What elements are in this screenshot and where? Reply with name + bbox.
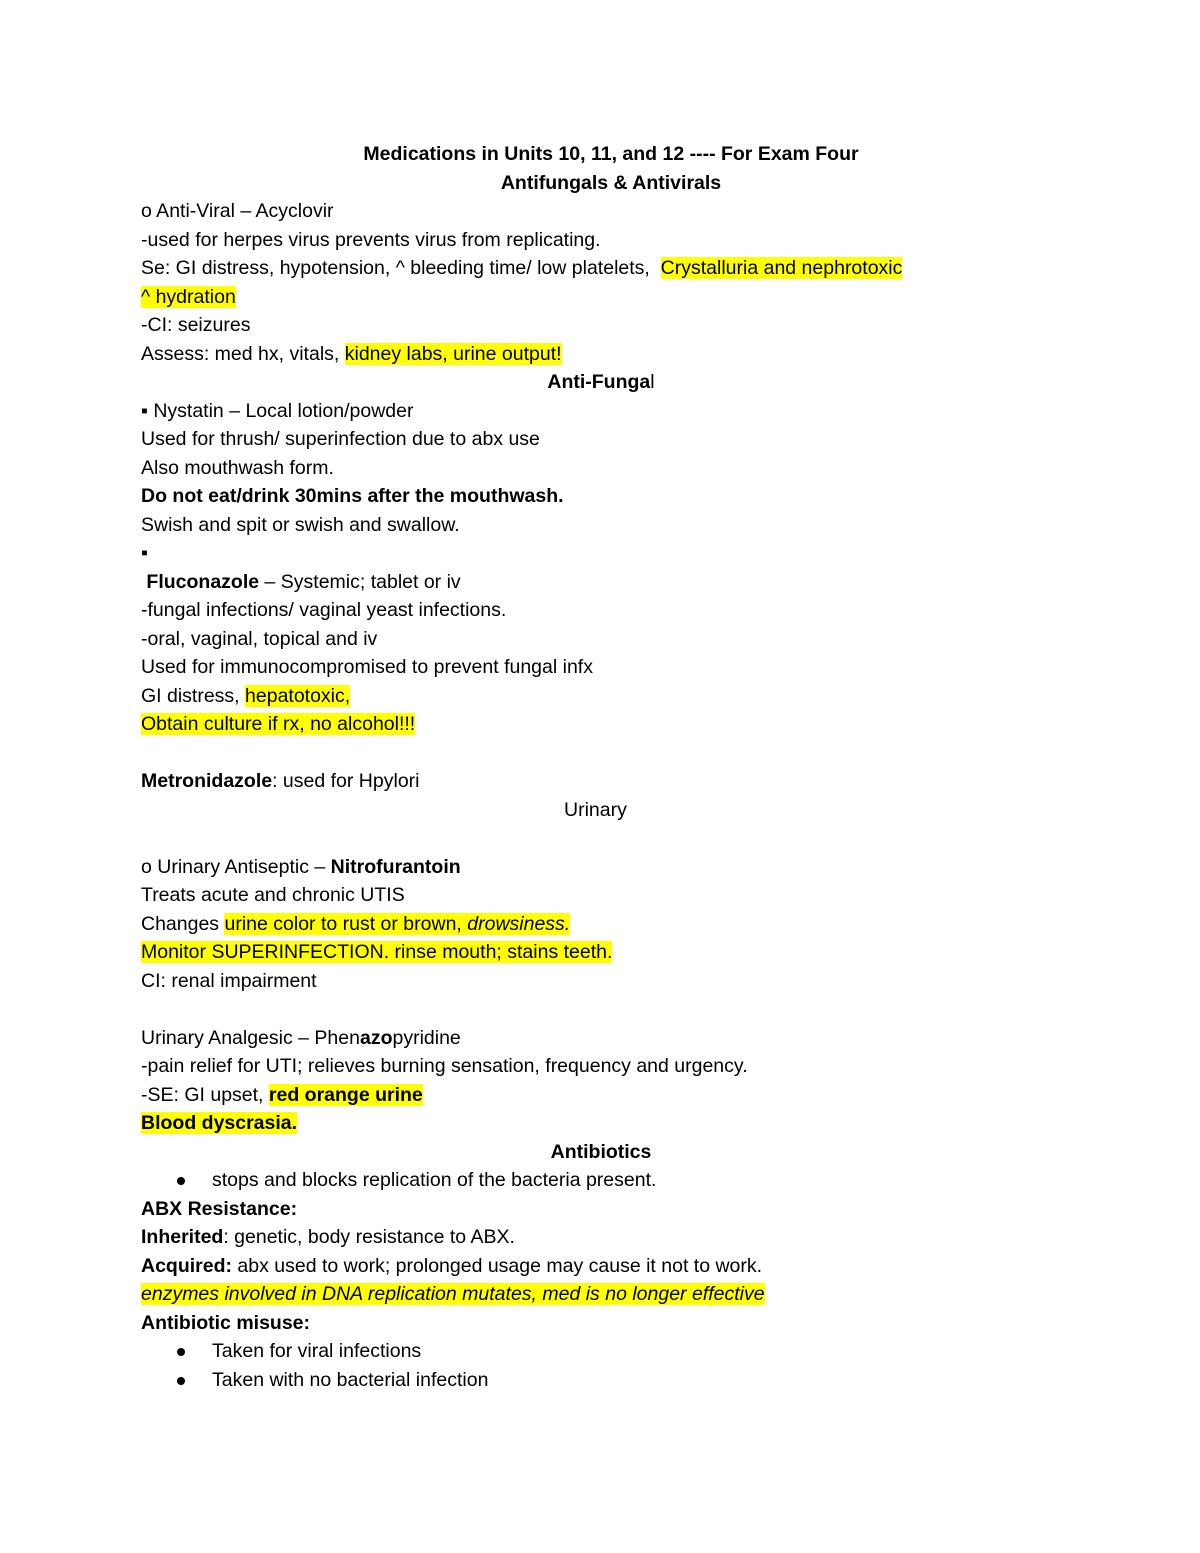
page-subtitle: Antifungals & Antivirals	[500, 171, 722, 194]
antiviral-side-effects: Se: GI distress, hypotension, ^ bleeding time/ low platelets, Crystalluria and nephrotoxic	[141, 257, 903, 279]
highlight: drowsiness.	[467, 912, 571, 935]
fluconazole-culture	[141, 710, 1061, 739]
page-title: Medications in Units 10, 11, and 12 ---- For Exam Four	[363, 143, 859, 165]
document-body	[141, 140, 1061, 1394]
analgesic-heading: Urinary Analgesic – Phenazopyridine	[141, 1026, 461, 1049]
antiseptic-changes: Changes urine color to rust or brown, drowsiness.	[141, 912, 571, 935]
fluconazole-immuno: Used for immunocompromised to prevent fungal infx	[141, 656, 593, 678]
nystatin-use: Used for thrush/ superinfection due to abx use	[141, 428, 540, 450]
nystatin-mouthwash: Also mouthwash form.	[141, 456, 334, 479]
list-item: stops and blocks replication of the bacteria present.	[141, 1166, 1061, 1195]
antiviral-contraindication: -CI: seizures	[141, 314, 251, 336]
antiseptic-monitor	[141, 938, 1061, 967]
inherited-line: Inherited: genetic, body resistance to ABX.	[141, 1226, 515, 1248]
analgesic-dyscrasia	[141, 1109, 1061, 1138]
antiviral-assess: Assess: med hx, vitals, kidney labs, urine output!	[141, 342, 562, 365]
analgesic-side-effects: -SE: GI upset, red orange urine	[141, 1083, 423, 1106]
highlight: Monitor SUPERINFECTION. rinse mouth; stains teeth.	[141, 941, 613, 963]
square-bullet-icon: ▪	[141, 542, 148, 564]
list-item: Taken for viral infections	[141, 1337, 1061, 1366]
highlight: urine color to rust or brown,	[224, 912, 468, 935]
antiseptic-contraindication: CI: renal impairment	[141, 969, 317, 992]
antiseptic-treats: Treats acute and chronic UTIS	[141, 884, 405, 906]
highlight: hepatotoxic,	[245, 684, 351, 707]
bullet-icon	[177, 1377, 185, 1385]
fluconazole-use: -fungal infections/ vaginal yeast infections.	[141, 599, 507, 621]
urinary-heading: Urinary	[564, 798, 627, 821]
highlight: kidney labs, urine output!	[344, 342, 562, 365]
nystatin-heading: ▪ Nystatin – Local lotion/powder	[141, 399, 414, 422]
antiviral-hydration	[141, 283, 1061, 312]
fluconazole-heading: Fluconazole – Systemic; tablet or iv	[146, 570, 461, 593]
highlight: Blood dyscrasia.	[141, 1112, 298, 1134]
highlight: enzymes involved in DNA replication mutates, med is no longer effective	[141, 1283, 765, 1305]
spacer	[141, 739, 1061, 768]
highlight: ^ hydration	[141, 285, 236, 308]
highlight: Obtain culture if rx, no alcohol!!!	[141, 713, 416, 735]
nystatin-warning: Do not eat/drink 30mins after the mouthwash.	[141, 485, 564, 507]
fluconazole-routes: -oral, vaginal, topical and iv	[141, 627, 378, 650]
antiseptic-heading: o Urinary Antiseptic – Nitrofurantoin	[141, 855, 461, 878]
highlight: Crystalluria and nephrotoxic	[660, 257, 903, 279]
acquired-line: Acquired: abx used to work; prolonged usage may cause it not to work.	[141, 1254, 763, 1277]
spacer	[141, 824, 1061, 853]
highlight: red orange urine	[268, 1083, 423, 1106]
bullet-icon	[177, 1177, 185, 1185]
analgesic-pain: -pain relief for UTI; relieves burning sensation, frequency and urgency.	[141, 1055, 748, 1077]
antibiotics-heading: Antibiotics	[550, 1140, 652, 1163]
enzymes-line	[141, 1280, 1061, 1309]
misuse-heading: Antibiotic misuse:	[141, 1311, 311, 1334]
antiviral-use: -used for herpes virus prevents virus from replicating.	[141, 228, 601, 251]
fluconazole-gi: GI distress, hepatotoxic,	[141, 684, 351, 707]
list-item: Taken with no bacterial infection	[141, 1366, 1061, 1395]
resistance-heading: ABX Resistance:	[141, 1197, 298, 1220]
bullet-icon	[177, 1348, 185, 1356]
nystatin-swish: Swish and spit or swish and swallow.	[141, 513, 460, 536]
antiviral-heading: o Anti-Viral – Acyclovir	[141, 200, 334, 222]
spacer	[141, 995, 1061, 1024]
antifungal-heading: Anti-Fungal	[547, 371, 655, 393]
metronidazole-line: Metronidazole: used for Hpylori	[141, 770, 420, 792]
